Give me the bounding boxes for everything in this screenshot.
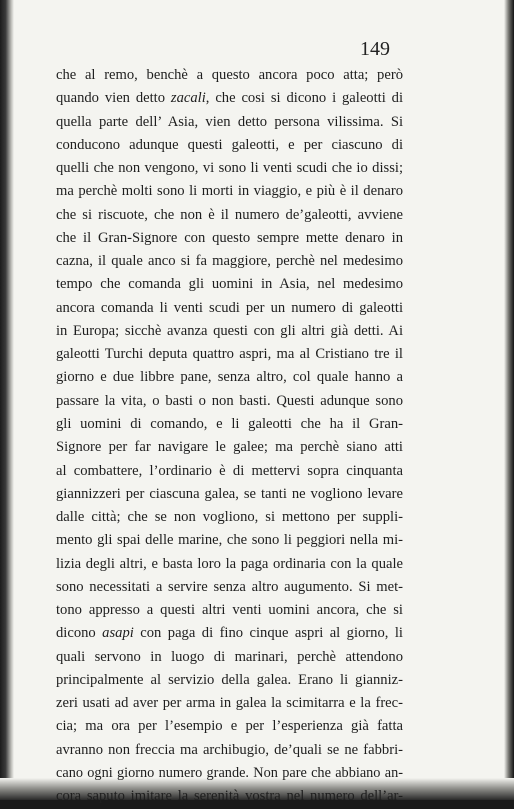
text-line — [56, 529, 403, 552]
text-segment: ancora comanda li venti scudi per un numero di galeotti — [56, 299, 403, 316]
text-segment: cano ogni giorno numero grande. Non pare che abbiano an- — [56, 764, 403, 781]
text-line — [56, 646, 403, 669]
text-segment: cora saputo imitare la serenità vostra nel numero dell’ar- — [56, 788, 403, 805]
text-line — [56, 413, 403, 436]
text-line — [56, 669, 403, 692]
text-segment: sono necessitati a servire senza altro augumento. Si met- — [56, 578, 403, 595]
text-segment: quando vien detto — [56, 90, 171, 107]
text-segment: con paga di fino cinque aspri al giorno, li — [133, 625, 403, 642]
text-line — [56, 692, 403, 715]
text-line — [56, 483, 403, 506]
text-segment: principalmente al servizio della galea. Erano li gianniz- — [56, 671, 403, 688]
text-line — [56, 204, 403, 227]
text-segment: dicono — [56, 625, 103, 642]
text-segment: giannizzeri per ciascuna galea, se tanti ne vogliono levare — [56, 485, 403, 502]
text-line — [56, 134, 403, 157]
italic-term: zacali — [170, 90, 206, 107]
text-line — [56, 157, 403, 180]
text-line — [56, 715, 403, 738]
text-line — [56, 227, 403, 250]
text-segment: che al remo, benchè a questo ancora poco atta; però — [56, 67, 403, 83]
text-line — [56, 785, 403, 808]
text-segment: cazna, il quale anco si fa maggiore, perchè nel medesimo — [56, 253, 403, 270]
text-line — [56, 622, 403, 645]
text-line — [56, 111, 403, 134]
text-segment: ma perchè molti sono li morti in viaggio, e più è il denaro — [56, 183, 403, 200]
text-segment: quella parte dell’ Asia, vien detto persona vilissima. Si — [56, 113, 403, 130]
text-segment: gli uomini di comando, e li galeotti che ha il Gran- — [56, 415, 403, 432]
text-line — [56, 343, 403, 366]
text-line — [56, 87, 403, 110]
italic-term: asapi — [102, 625, 134, 642]
text-segment: che si riscuote, che non è il numero de’galeotti, avviene — [56, 206, 403, 223]
text-segment: lizia degli altri, e basta loro la paga ordinaria con la quale — [56, 555, 403, 572]
text-line — [56, 366, 403, 389]
text-segment: in Europa; sicchè avanza questi con gli altri già detti. Ai — [56, 322, 403, 339]
left-page-edge — [0, 0, 14, 800]
text-segment: mento gli spai delle marine, che sono li peggiori nella mi- — [56, 532, 403, 549]
text-segment: che il Gran-Signore con questo sempre mette denaro in — [56, 229, 403, 246]
text-line — [56, 436, 403, 459]
text-segment: galeotti Turchi deputa quattro aspri, ma al Cristiano tre il — [56, 346, 403, 363]
text-line — [56, 250, 403, 273]
text-segment: cia; ma ora per l’esempio e per l’esperienza già fatta — [56, 718, 403, 735]
text-segment: , che cosi si dicono i galeotti di — [205, 90, 404, 107]
text-line — [56, 506, 403, 529]
text-line — [56, 553, 403, 576]
text-segment: quali servono in luogo di marinari, perchè attendono — [56, 648, 403, 665]
text-segment: giorno e due libbre pane, senza altro, col quale hanno a — [56, 369, 403, 386]
text-line — [56, 320, 403, 343]
right-page-edge — [504, 0, 514, 800]
text-segment: conducono adunque questi galeotti, e per ciascuno di — [56, 136, 403, 153]
text-segment: avranno non freccia ma archibugio, de’quali se ne fabbri- — [56, 741, 403, 758]
text-line — [56, 599, 403, 622]
body-text — [56, 64, 403, 809]
text-segment: al combattere, l’ordinario è di mettervi sopra cinquanta — [56, 462, 403, 479]
text-line — [56, 64, 403, 87]
text-line — [56, 273, 403, 296]
text-segment: passare la vita, o basti o non basti. Questi adunque sono — [56, 392, 403, 409]
text-segment: tono appresso a questi altri venti uomini ancora, che si — [56, 602, 403, 619]
text-line — [56, 762, 403, 785]
text-line — [56, 739, 403, 762]
text-segment: dalle città; che se non vogliono, si mettono per suppli- — [56, 509, 403, 526]
text-line — [56, 180, 403, 203]
text-line — [56, 576, 403, 599]
text-line — [56, 460, 403, 483]
page-number: 149 — [360, 38, 390, 60]
text-segment: Signore per far navigare le galee; ma perchè siano atti — [56, 439, 403, 456]
text-line — [56, 390, 403, 413]
text-line — [56, 297, 403, 320]
text-segment: zeri usati ad aver per arma in galea la scimitarra e la frec- — [56, 695, 403, 712]
text-segment: tempo che comanda gli uomini in Asia, nel medesimo — [56, 276, 403, 293]
text-segment: quelli che non vengono, vi sono li venti scudi che io dissi; — [56, 160, 403, 177]
